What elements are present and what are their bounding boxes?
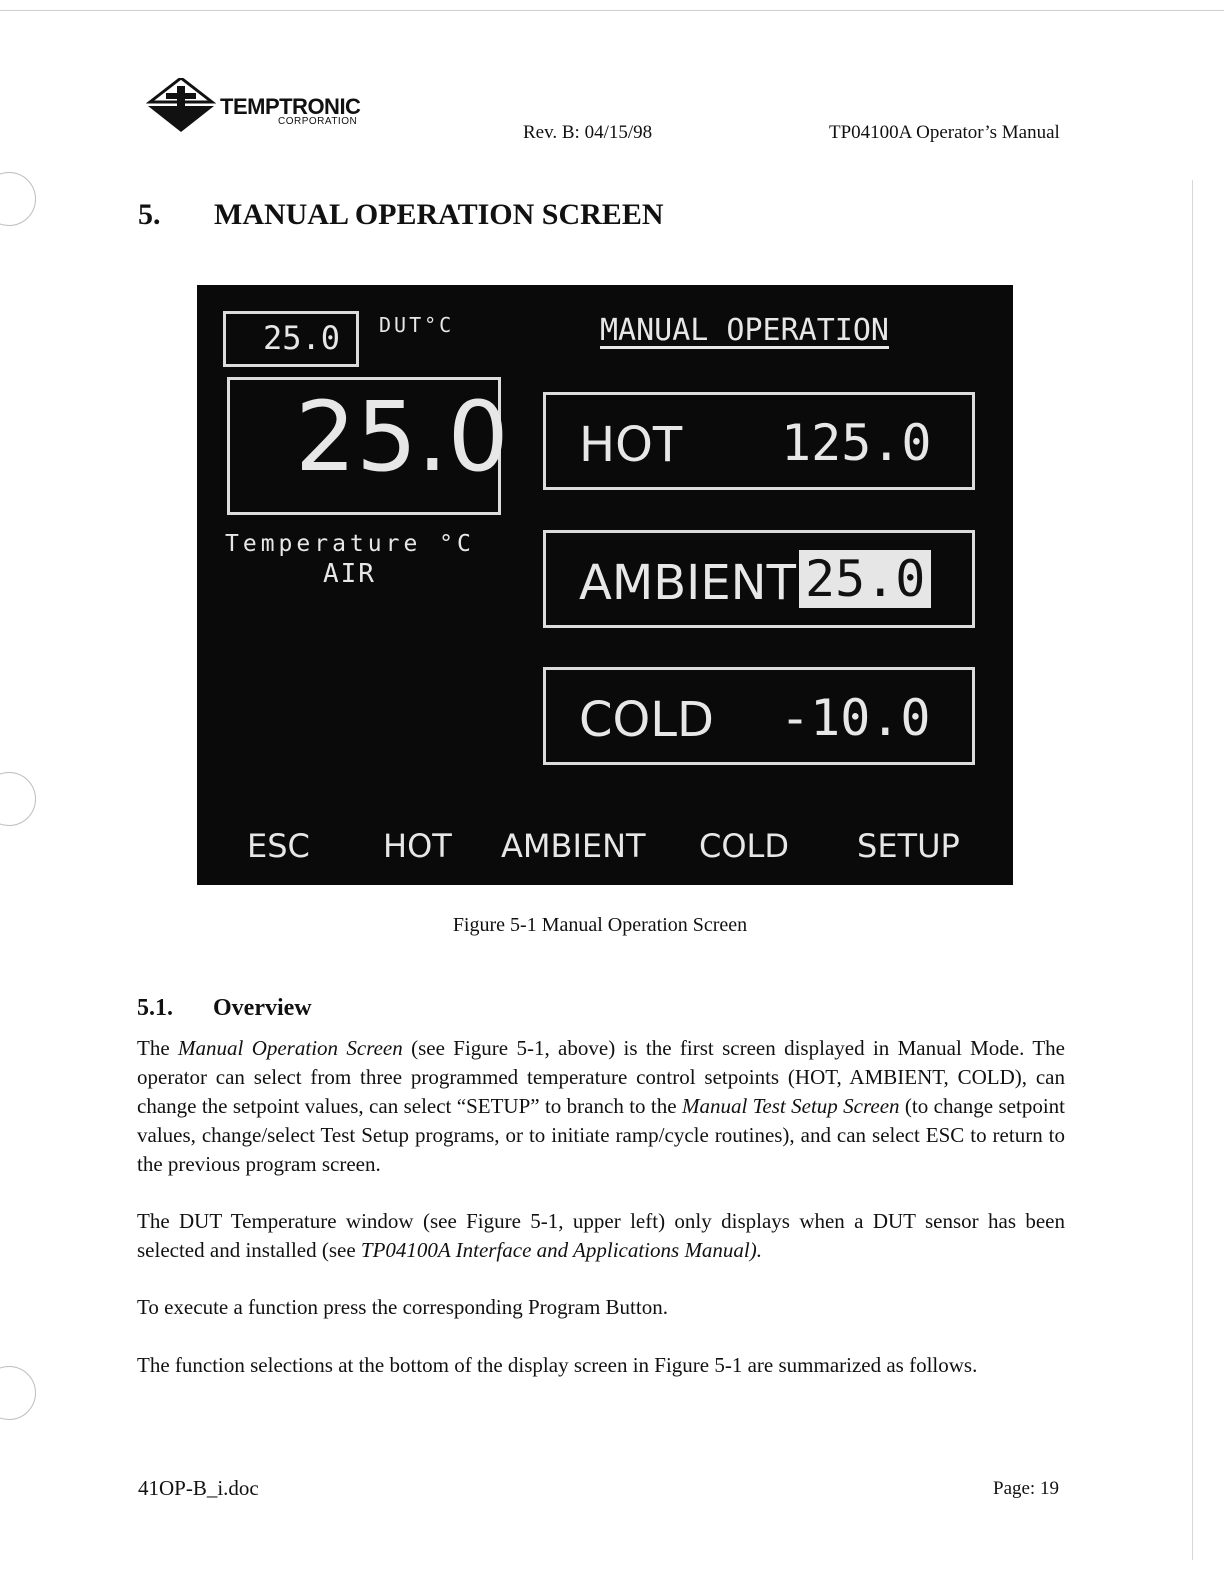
- text-run-italic: Manual Test Setup Screen: [681, 1094, 900, 1118]
- text-run-italic: TP04100A Interface and Applications Manual).: [360, 1238, 763, 1262]
- footer-page-number: Page: 19: [993, 1478, 1059, 1499]
- binder-hole: [0, 1366, 36, 1420]
- dut-temperature-value: 25.0: [263, 319, 341, 357]
- figure-caption: Figure 5-1 Manual Operation Screen: [452, 914, 748, 936]
- company-name: TEMPTRONIC: [220, 94, 361, 119]
- overview-paragraph: [137, 1034, 1065, 1179]
- dut-temperature-label: DUT°C: [379, 313, 455, 337]
- setpoint-hot-name: HOT: [579, 417, 683, 473]
- temptronic-logo-icon: [146, 78, 216, 134]
- execute-paragraph: To execute a function press the corresponding Program Button.: [137, 1295, 668, 1319]
- footer-filename: 41OP-B_i.doc: [138, 1476, 259, 1500]
- revision-label: Rev. B: 04/15/98: [523, 122, 653, 143]
- setpoint-ambient-name: AMBIENT: [579, 555, 796, 611]
- setpoint-hot-value: 125.0: [781, 414, 932, 472]
- section-number: 5.1.: [137, 995, 173, 1021]
- scan-top-edge: [0, 10, 1224, 11]
- softkey-hot[interactable]: HOT: [383, 827, 452, 865]
- scan-right-edge: [1192, 180, 1193, 1560]
- softkey-ambient[interactable]: AMBIENT: [501, 827, 646, 865]
- setpoint-ambient-value: 25.0: [799, 550, 931, 608]
- manual-operation-screen-figure: [197, 285, 1013, 885]
- binder-hole: [0, 772, 36, 826]
- chapter-number: 5.: [138, 198, 161, 231]
- section-heading: [137, 995, 312, 1022]
- screen-title: MANUAL OPERATION: [600, 313, 889, 348]
- text-run: (see Figure 5-1, above) is the first screen displayed in Manual Mode. The operator can select from three programmed temperature control setpoints (HOT, AMBIENT, COLD), can change the setpoint values, can select “SETUP” to branch to the: [137, 1036, 1066, 1118]
- text-run: The DUT Temperature window (see Figure 5-1, upper left) only displays when a DUT sensor has been selected and installed (see: [137, 1209, 1065, 1262]
- softkey-cold[interactable]: COLD: [699, 827, 789, 865]
- binder-hole: [0, 172, 36, 226]
- setpoint-cold-name: COLD: [579, 692, 714, 748]
- dut-paragraph: [137, 1207, 1065, 1265]
- temperature-label: Temperature °C: [225, 531, 475, 557]
- chapter-title: MANUAL OPERATION SCREEN: [214, 198, 664, 231]
- function-summary-paragraph: The function selections at the bottom of the display screen in Figure 5-1 are summarized as follows.: [137, 1353, 978, 1377]
- sensor-label: AIR: [323, 559, 376, 589]
- chapter-heading: [138, 198, 664, 232]
- text-run-italic: Manual Operation Screen: [178, 1036, 403, 1060]
- softkey-setup[interactable]: SETUP: [857, 827, 960, 865]
- setpoint-cold-value: -10.0: [780, 689, 931, 747]
- company-subtitle: CORPORATION: [278, 116, 358, 127]
- air-temperature-value: 25.0: [295, 381, 509, 493]
- text-run: (to change setpoint values, change/select Test Setup programs, or to initiate ramp/cycle routines), and can select ESC to return to the previous program screen.: [137, 1094, 1065, 1176]
- section-title: Overview: [213, 995, 312, 1021]
- text-run: The: [137, 1036, 179, 1060]
- manual-reference: TP04100A Operator’s Manual: [829, 122, 1060, 143]
- softkey-esc[interactable]: ESC: [247, 827, 310, 865]
